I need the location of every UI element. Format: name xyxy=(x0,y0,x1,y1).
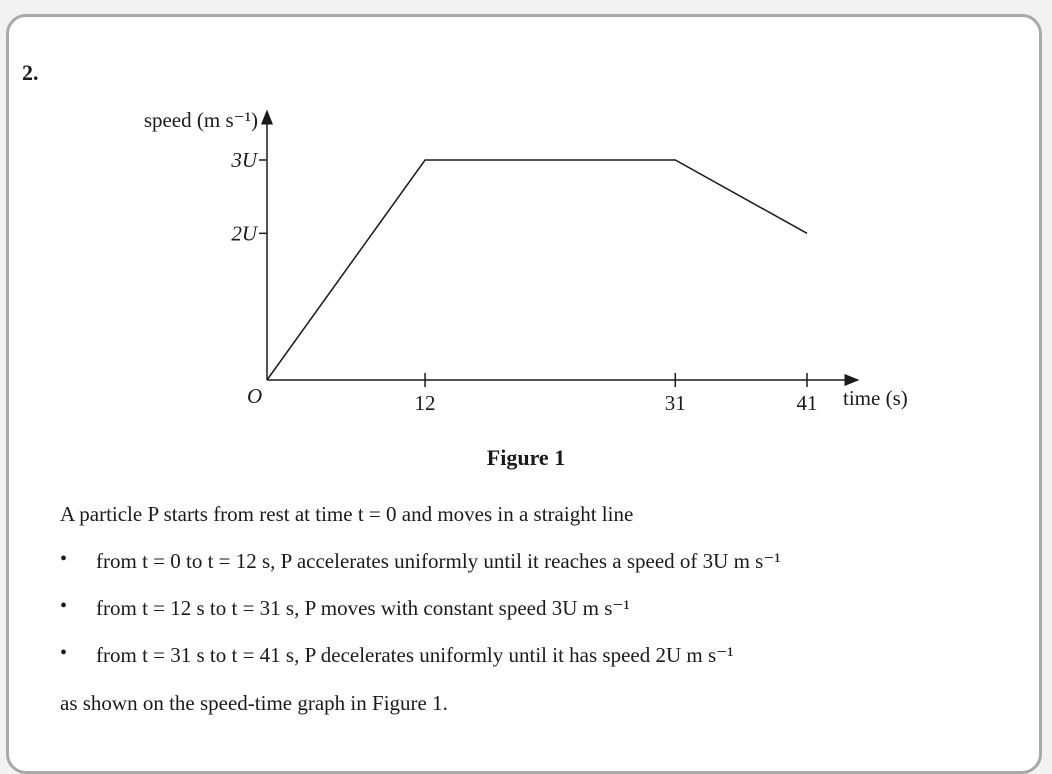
y-tick-label: 3U xyxy=(231,148,257,172)
y-axis-label: speed (m s⁻¹) xyxy=(143,108,258,132)
x-axis-label: time (s) xyxy=(843,386,908,410)
x-tick-label: 41 xyxy=(796,391,818,415)
bullet-text-1: from t = 0 to t = 12 s, P accelerates uniformly until it reaches a speed of 3U m s⁻¹ xyxy=(96,549,781,573)
outro-text: as shown on the speed-time graph in Figure 1. xyxy=(60,691,448,715)
x-tick-label: 31 xyxy=(664,391,686,415)
question-number: 2. xyxy=(22,60,39,85)
figure-caption: Figure 1 xyxy=(486,445,566,470)
bullet-text-2: from t = 12 s to t = 31 s, P moves with constant speed 3U m s⁻¹ xyxy=(96,596,630,620)
bullet-marker: • xyxy=(60,548,68,570)
bullet-marker: • xyxy=(60,642,68,664)
y-tick-label: 2U xyxy=(231,221,257,246)
intro-text: A particle P starts from rest at time t = 0 and moves in a straight line xyxy=(60,502,634,526)
origin-label: O xyxy=(247,384,263,408)
bullet-marker: • xyxy=(60,595,68,617)
x-tick-label: 12 xyxy=(414,391,436,415)
bullet-text-3: from t = 31 s to t = 41 s, P decelerates uniformly until it has speed 2U m s⁻¹ xyxy=(96,643,734,667)
speed-line xyxy=(267,160,807,380)
